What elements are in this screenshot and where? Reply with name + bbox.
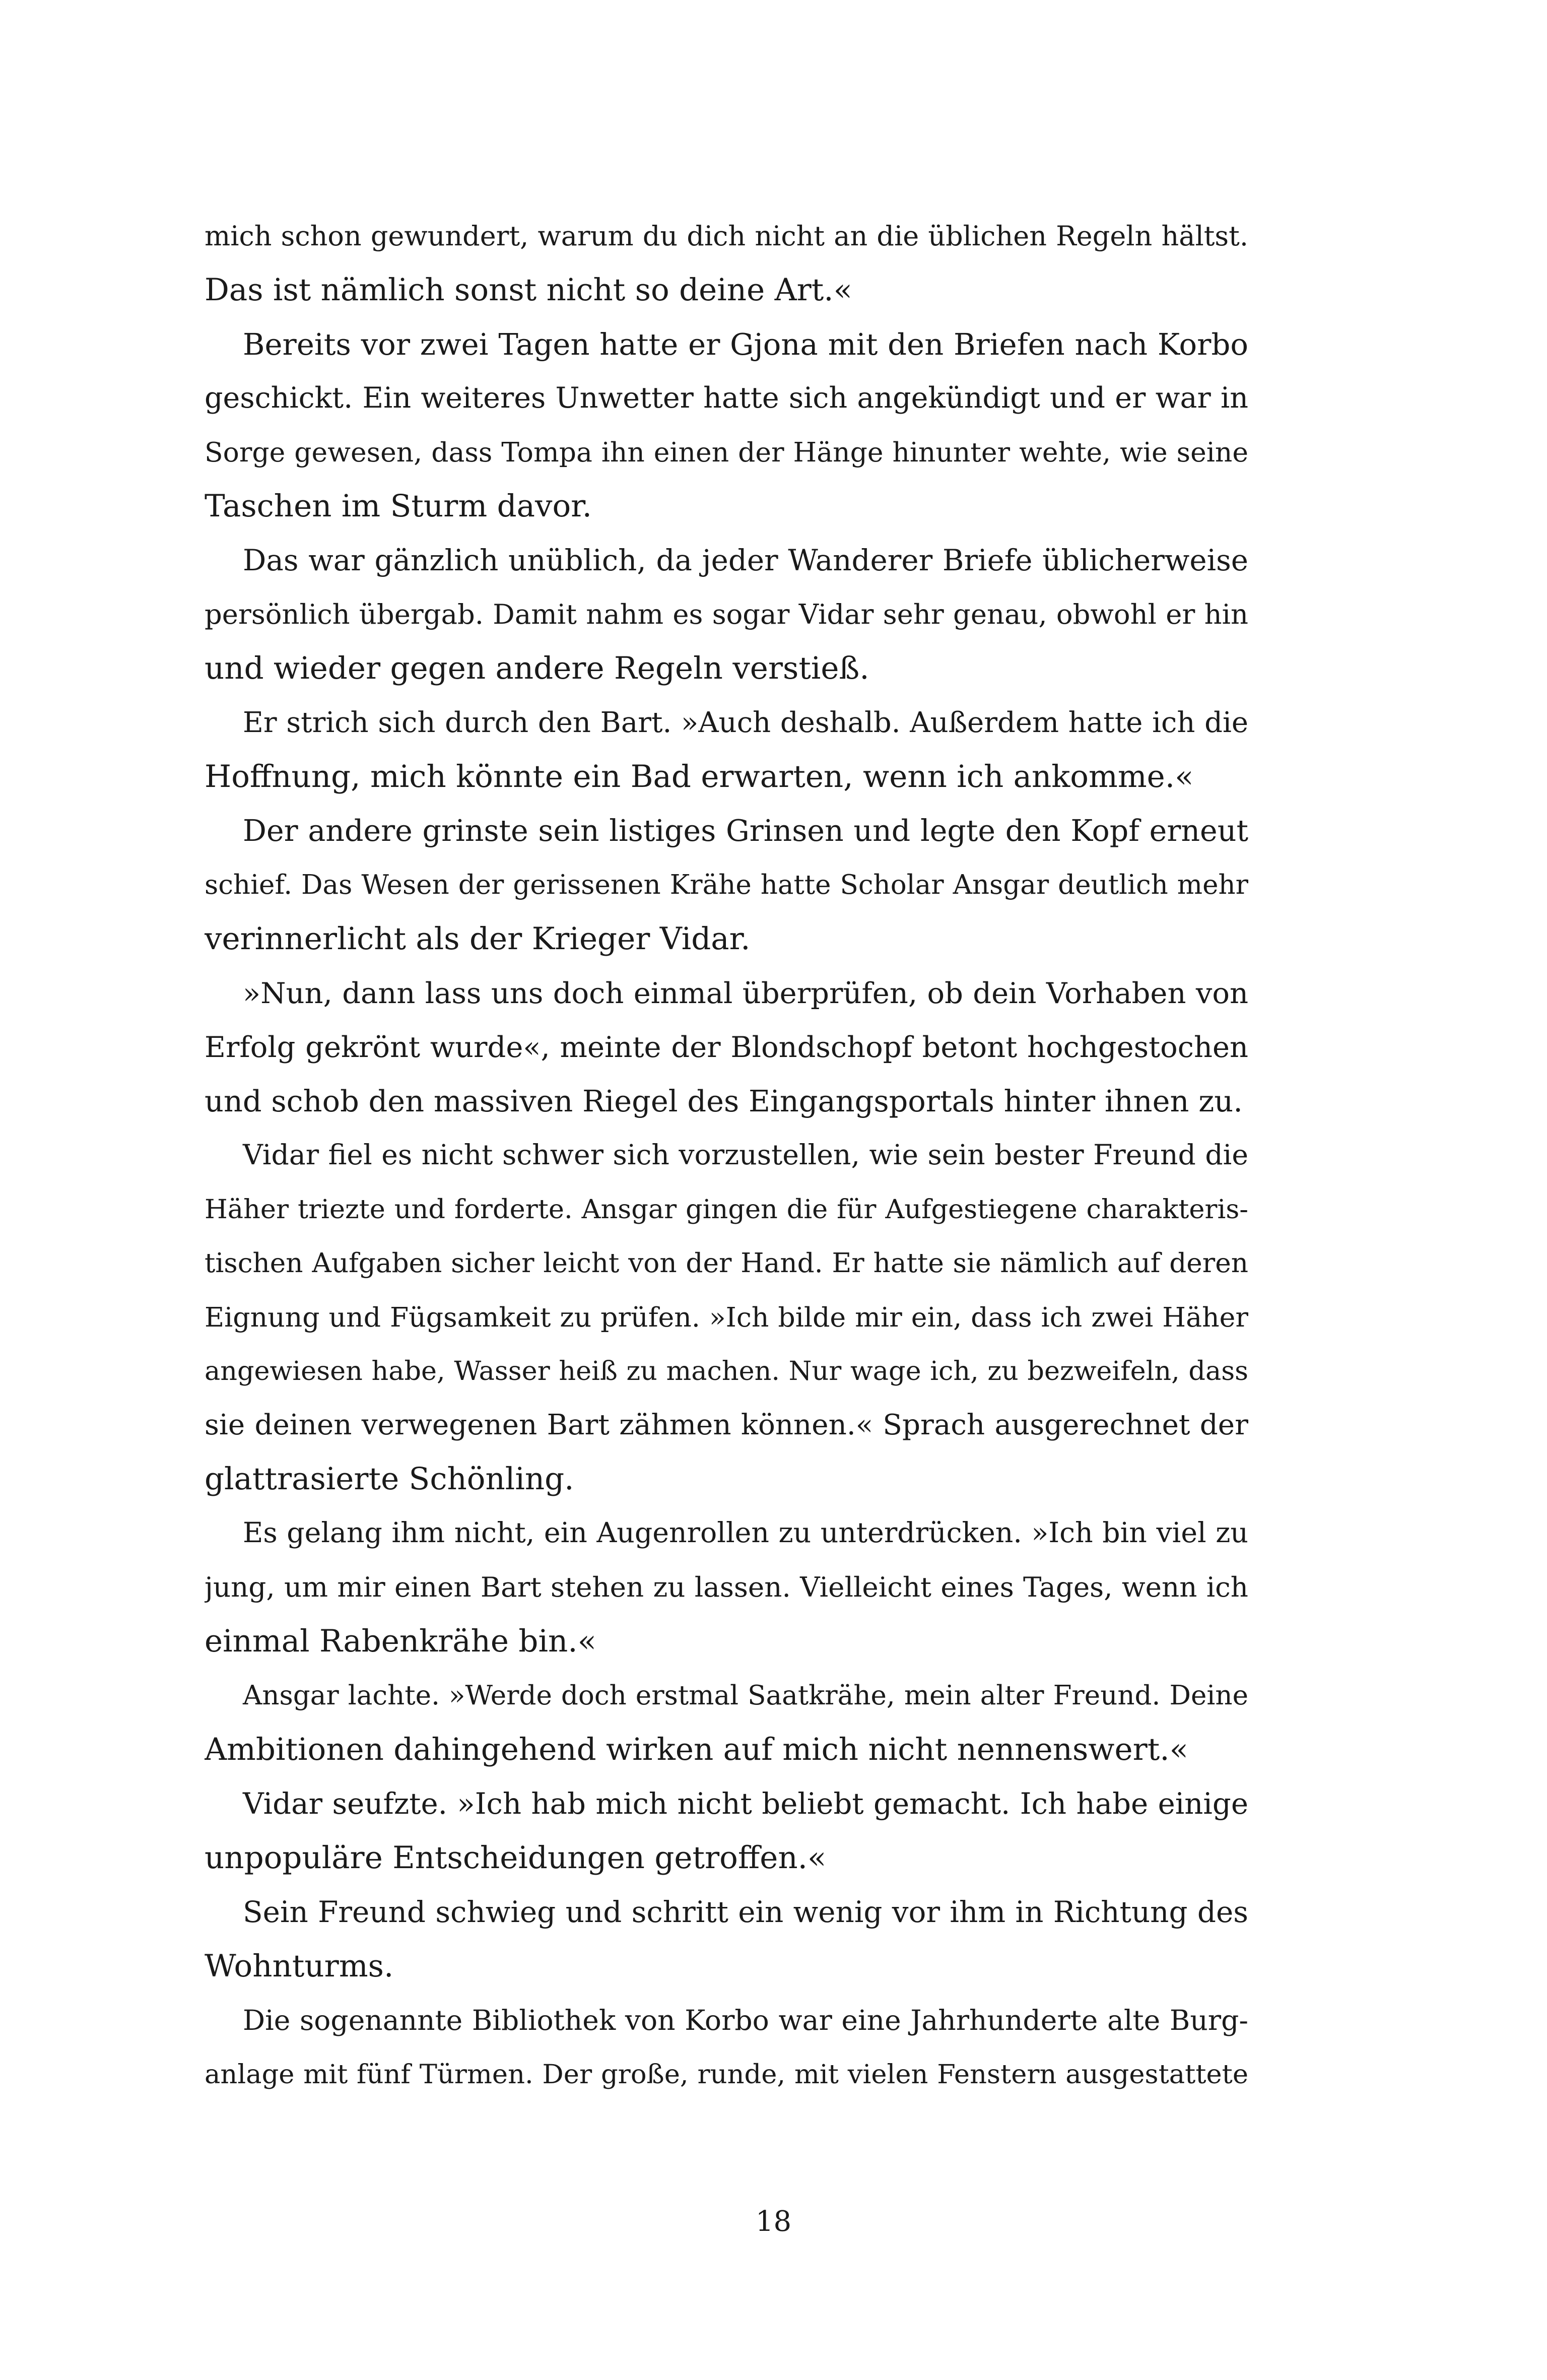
paragraph <box>205 696 1248 804</box>
paragraph <box>205 804 1248 966</box>
text-line: geschickt. Ein weiteres Unwetter hatte sich angekündigt und er war in <box>205 381 1248 415</box>
text-line: mich schon gewundert, warum du dich nicht an die üblichen Regeln hältst. <box>205 220 1248 252</box>
text-line: »Nun, dann lass uns doch einmal überprüfen, ob dein Vorhaben von <box>243 976 1248 1010</box>
paragraph <box>205 1994 1248 2101</box>
text-line: Häher triezte und forderte. Ansgar gingen die für Aufgestiegene charakteris- <box>205 1194 1248 1225</box>
text-line: Taschen im Sturm davor. <box>205 488 592 524</box>
text-line: Vidar fiel es nicht schwer sich vorzustellen, wie sein bester Freund die <box>243 1139 1248 1171</box>
text-line: unpopuläre Entscheidungen getroffen.« <box>205 1840 827 1876</box>
text-line: Bereits vor zwei Tagen hatte er Gjona mit den Briefen nach Korbo <box>243 327 1248 362</box>
text-line: Das ist nämlich sonst nicht so deine Art.« <box>205 272 853 308</box>
text-line: Hoffnung, mich könnte ein Bad erwarten, wenn ich ankomme.« <box>205 759 1194 795</box>
text-line: glattrasierte Schönling. <box>205 1461 574 1497</box>
text-line: einmal Rabenkrähe bin.« <box>205 1623 596 1659</box>
text-line: Das war gänzlich unüblich, da jeder Wanderer Briefe üblicherweise <box>243 543 1248 577</box>
paragraph <box>205 1885 1248 1993</box>
paragraph <box>205 1129 1248 1506</box>
text-line: jung, um mir einen Bart stehen zu lassen. Vielleicht eines Tages, wenn ich <box>205 1571 1248 1603</box>
paragraph <box>205 317 1248 533</box>
body-text <box>205 209 1248 2101</box>
text-line: Sein Freund schwieg und schritt ein wenig vor ihm in Richtung des <box>243 1895 1248 1929</box>
paragraph <box>205 209 1248 317</box>
text-line: und schob den massiven Riegel des Eingangsportals hinter ihnen zu. <box>205 1084 1243 1118</box>
text-line: Ambitionen dahingehend wirken auf mich nicht nennenswert.« <box>205 1732 1188 1767</box>
text-line: Ansgar lachte. »Werde doch erstmal Saatkrähe, mein alter Freund. Deine <box>243 1680 1248 1711</box>
paragraph <box>205 534 1248 695</box>
text-line: Er strich sich durch den Bart. »Auch deshalb. Außerdem hatte ich die <box>243 706 1248 739</box>
text-line: Es gelang ihm nicht, ein Augenrollen zu unterdrücken. »Ich bin viel zu <box>243 1517 1248 1549</box>
text-line: Eignung und Fügsamkeit zu prüfen. »Ich bilde mir ein, dass ich zwei Häher <box>205 1301 1248 1333</box>
text-line: verinnerlicht als der Krieger Vidar. <box>205 921 751 957</box>
text-line: tischen Aufgaben sicher leicht von der Hand. Er hatte sie nämlich auf deren <box>205 1247 1248 1279</box>
text-line: schief. Das Wesen der gerissenen Krähe hatte Scholar Ansgar deutlich mehr <box>205 869 1248 900</box>
text-line: und wieder gegen andere Regeln verstieß. <box>205 650 869 686</box>
text-line: Sorge gewesen, dass Tompa ihn einen der Hänge hinunter wehte, wie seine <box>205 436 1248 468</box>
text-line: sie deinen verwegenen Bart zähmen können.« Sprach ausgerechnet der <box>205 1409 1248 1441</box>
text-line: persönlich übergab. Damit nahm es sogar Vidar sehr genau, obwohl er hin <box>205 599 1248 630</box>
text-line: anlage mit fünf Türmen. Der große, runde, mit vielen Fenstern ausgestattete <box>205 2059 1248 2090</box>
paragraph <box>205 1506 1248 1668</box>
page-number: 18 <box>755 2205 792 2238</box>
text-line: Die sogenannte Bibliothek von Korbo war eine Jahrhunderte alte Burg- <box>243 2004 1248 2036</box>
paragraph <box>205 1777 1248 1885</box>
paragraph <box>205 1669 1248 1776</box>
text-line: angewiesen habe, Wasser heiß zu machen. Nur wage ich, zu bezweifeln, dass <box>205 1356 1248 1386</box>
text-line: Vidar seufzte. »Ich hab mich nicht beliebt gemacht. Ich habe einige <box>243 1787 1248 1821</box>
text-line: Der andere grinste sein listiges Grinsen und legte den Kopf erneut <box>243 814 1248 848</box>
text-line: Wohnturms. <box>205 1948 394 1984</box>
text-line: Erfolg gekrönt wurde«, meinte der Blondschopf betont hochgestochen <box>205 1030 1248 1064</box>
paragraph <box>205 966 1248 1128</box>
